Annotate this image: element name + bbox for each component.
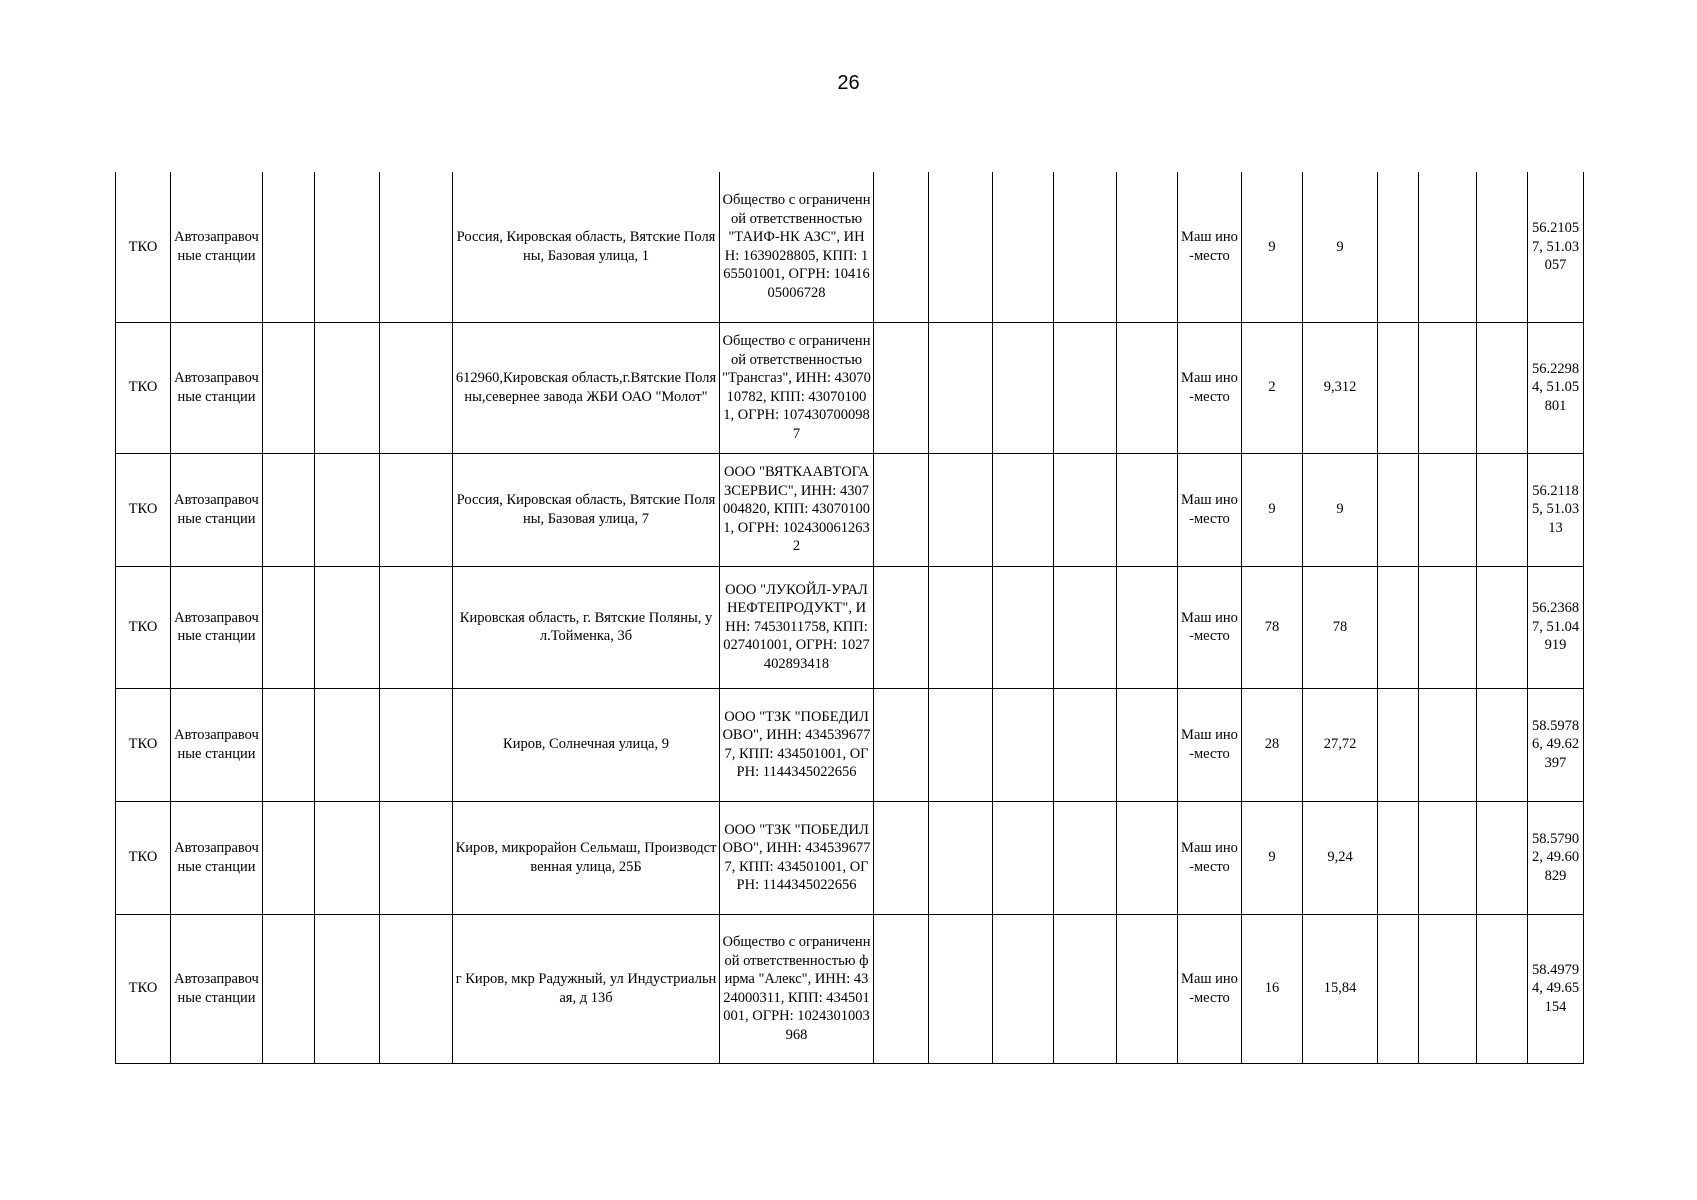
empty-cell (993, 172, 1054, 322)
empty-cell (1419, 801, 1477, 914)
empty-cell (1054, 172, 1117, 322)
empty-cell (1419, 172, 1477, 322)
empty-cell (1477, 322, 1528, 453)
empty-cell (993, 801, 1054, 914)
empty-cell (874, 172, 929, 322)
empty-cell (380, 801, 453, 914)
empty-cell (929, 688, 993, 801)
empty-cell (315, 566, 380, 688)
address-cell: Киров, Солнечная улица, 9 (453, 688, 720, 801)
coordinates-cell: 56.21185, 51.0313 (1528, 453, 1584, 566)
object-type-cell: Автозаправочные станции (171, 453, 263, 566)
capacity-cell: 9 (1303, 172, 1378, 322)
empty-cell (1378, 322, 1419, 453)
empty-cell (380, 566, 453, 688)
empty-cell (263, 914, 315, 1063)
count-cell: 16 (1242, 914, 1303, 1063)
capacity-cell: 9 (1303, 453, 1378, 566)
organization-cell: Общество с ограниченной ответственностью фирма "Алекс", ИНН: 4324000311, КПП: 434501001, ОГРН: 1024301003968 (720, 914, 874, 1063)
empty-cell (263, 453, 315, 566)
empty-cell (380, 172, 453, 322)
empty-cell (1477, 172, 1528, 322)
unit-cell: Маш ино-место (1178, 322, 1242, 453)
address-cell: Россия, Кировская область, Вятские Поляны, Базовая улица, 7 (453, 453, 720, 566)
empty-cell (1419, 566, 1477, 688)
empty-cell (1477, 914, 1528, 1063)
empty-cell (1117, 172, 1178, 322)
empty-cell (315, 914, 380, 1063)
coordinates-cell: 58.59786, 49.62397 (1528, 688, 1584, 801)
object-type-cell: Автозаправочные станции (171, 914, 263, 1063)
organization-cell: Общество с ограниченной ответственностью "Трансгаз", ИНН: 4307010782, КПП: 430701001, ОГРН: 1074307000987 (720, 322, 874, 453)
empty-cell (380, 322, 453, 453)
unit-cell: Маш ино-место (1178, 172, 1242, 322)
empty-cell (263, 801, 315, 914)
count-cell: 9 (1242, 801, 1303, 914)
empty-cell (263, 566, 315, 688)
empty-cell (929, 801, 993, 914)
unit-cell: Маш ино-место (1178, 801, 1242, 914)
empty-cell (874, 566, 929, 688)
empty-cell (874, 688, 929, 801)
waste-type-cell: ТКО (116, 688, 171, 801)
empty-cell (380, 914, 453, 1063)
empty-cell (1419, 322, 1477, 453)
empty-cell (993, 566, 1054, 688)
empty-cell (1378, 801, 1419, 914)
empty-cell (1117, 322, 1178, 453)
empty-cell (874, 801, 929, 914)
organization-cell: ООО "ЛУКОЙЛ-УРАЛНЕФТЕПРОДУКТ", ИНН: 7453011758, КПП: 027401001, ОГРН: 1027402893418 (720, 566, 874, 688)
empty-cell (874, 914, 929, 1063)
organization-cell: ООО "ВЯТКААВТОГАЗСЕРВИС", ИНН: 4307004820, КПП: 430701001, ОГРН: 1024300612632 (720, 453, 874, 566)
empty-cell (315, 322, 380, 453)
empty-cell (874, 322, 929, 453)
unit-cell: Маш ино-место (1178, 566, 1242, 688)
object-type-cell: Автозаправочные станции (171, 688, 263, 801)
empty-cell (380, 453, 453, 566)
organization-cell: ООО "ТЗК "ПОБЕДИЛОВО", ИНН: 4345396777, КПП: 434501001, ОГРН: 1144345022656 (720, 801, 874, 914)
empty-cell (929, 172, 993, 322)
empty-cell (1378, 914, 1419, 1063)
table-row (116, 801, 1584, 914)
unit-cell: Маш ино-место (1178, 688, 1242, 801)
waste-type-cell: ТКО (116, 801, 171, 914)
empty-cell (1477, 801, 1528, 914)
table-row (116, 322, 1584, 453)
organization-cell: ООО "ТЗК "ПОБЕДИЛОВО", ИНН: 4345396777, КПП: 434501001, ОГРН: 1144345022656 (720, 688, 874, 801)
empty-cell (263, 172, 315, 322)
coordinates-cell: 58.49794, 49.65154 (1528, 914, 1584, 1063)
organization-cell: Общество с ограниченной ответственностью "ТАИФ-НК АЗС", ИНН: 1639028805, КПП: 165501001, ОГРН: 1041605006728 (720, 172, 874, 322)
coordinates-cell: 56.21057, 51.03057 (1528, 172, 1584, 322)
empty-cell (929, 914, 993, 1063)
empty-cell (1117, 688, 1178, 801)
waste-type-cell: ТКО (116, 566, 171, 688)
page-number: 26 (837, 72, 860, 94)
empty-cell (1117, 801, 1178, 914)
address-cell: г Киров, мкр Радужный, ул Индустриальная, д 13б (453, 914, 720, 1063)
empty-cell (993, 688, 1054, 801)
facilities-table (115, 172, 1584, 1064)
empty-cell (929, 453, 993, 566)
object-type-cell: Автозаправочные станции (171, 322, 263, 453)
unit-cell: Маш ино-место (1178, 914, 1242, 1063)
count-cell: 28 (1242, 688, 1303, 801)
table-row (116, 453, 1584, 566)
empty-cell (1054, 453, 1117, 566)
empty-cell (1378, 566, 1419, 688)
empty-cell (1054, 688, 1117, 801)
empty-cell (1378, 688, 1419, 801)
empty-cell (1117, 566, 1178, 688)
empty-cell (315, 453, 380, 566)
empty-cell (1054, 566, 1117, 688)
empty-cell (929, 566, 993, 688)
table-row (116, 914, 1584, 1063)
empty-cell (993, 453, 1054, 566)
address-cell: Россия, Кировская область, Вятские Поляны, Базовая улица, 1 (453, 172, 720, 322)
empty-cell (874, 453, 929, 566)
empty-cell (315, 801, 380, 914)
address-cell: Киров, микрорайон Сельмаш, Производственная улица, 25Б (453, 801, 720, 914)
capacity-cell: 9,24 (1303, 801, 1378, 914)
coordinates-cell: 56.22984, 51.05801 (1528, 322, 1584, 453)
empty-cell (1378, 453, 1419, 566)
empty-cell (263, 322, 315, 453)
coordinates-cell: 56.23687, 51.04919 (1528, 566, 1584, 688)
capacity-cell: 27,72 (1303, 688, 1378, 801)
coordinates-cell: 58.57902, 49.60829 (1528, 801, 1584, 914)
count-cell: 9 (1242, 453, 1303, 566)
empty-cell (1419, 688, 1477, 801)
unit-cell: Маш ино-место (1178, 453, 1242, 566)
empty-cell (929, 322, 993, 453)
count-cell: 9 (1242, 172, 1303, 322)
waste-type-cell: ТКО (116, 453, 171, 566)
capacity-cell: 15,84 (1303, 914, 1378, 1063)
empty-cell (1117, 914, 1178, 1063)
waste-type-cell: ТКО (116, 322, 171, 453)
object-type-cell: Автозаправочные станции (171, 566, 263, 688)
capacity-cell: 78 (1303, 566, 1378, 688)
capacity-cell: 9,312 (1303, 322, 1378, 453)
count-cell: 78 (1242, 566, 1303, 688)
empty-cell (1477, 688, 1528, 801)
table-row (116, 172, 1584, 322)
empty-cell (315, 688, 380, 801)
empty-cell (263, 688, 315, 801)
empty-cell (380, 688, 453, 801)
empty-cell (993, 322, 1054, 453)
empty-cell (1477, 566, 1528, 688)
count-cell: 2 (1242, 322, 1303, 453)
empty-cell (1117, 453, 1178, 566)
table-row (116, 688, 1584, 801)
empty-cell (1419, 453, 1477, 566)
empty-cell (1378, 172, 1419, 322)
object-type-cell: Автозаправочные станции (171, 172, 263, 322)
empty-cell (993, 914, 1054, 1063)
empty-cell (315, 172, 380, 322)
address-cell: Кировская область, г. Вятские Поляны, ул.Тойменка, 3б (453, 566, 720, 688)
object-type-cell: Автозаправочные станции (171, 801, 263, 914)
address-cell: 612960,Кировская область,г.Вятские Поляны,севернее завода ЖБИ ОАО "Молот" (453, 322, 720, 453)
waste-type-cell: ТКО (116, 914, 171, 1063)
table-row (116, 566, 1584, 688)
empty-cell (1054, 322, 1117, 453)
waste-type-cell: ТКО (116, 172, 171, 322)
empty-cell (1054, 801, 1117, 914)
empty-cell (1054, 914, 1117, 1063)
empty-cell (1419, 914, 1477, 1063)
empty-cell (1477, 453, 1528, 566)
